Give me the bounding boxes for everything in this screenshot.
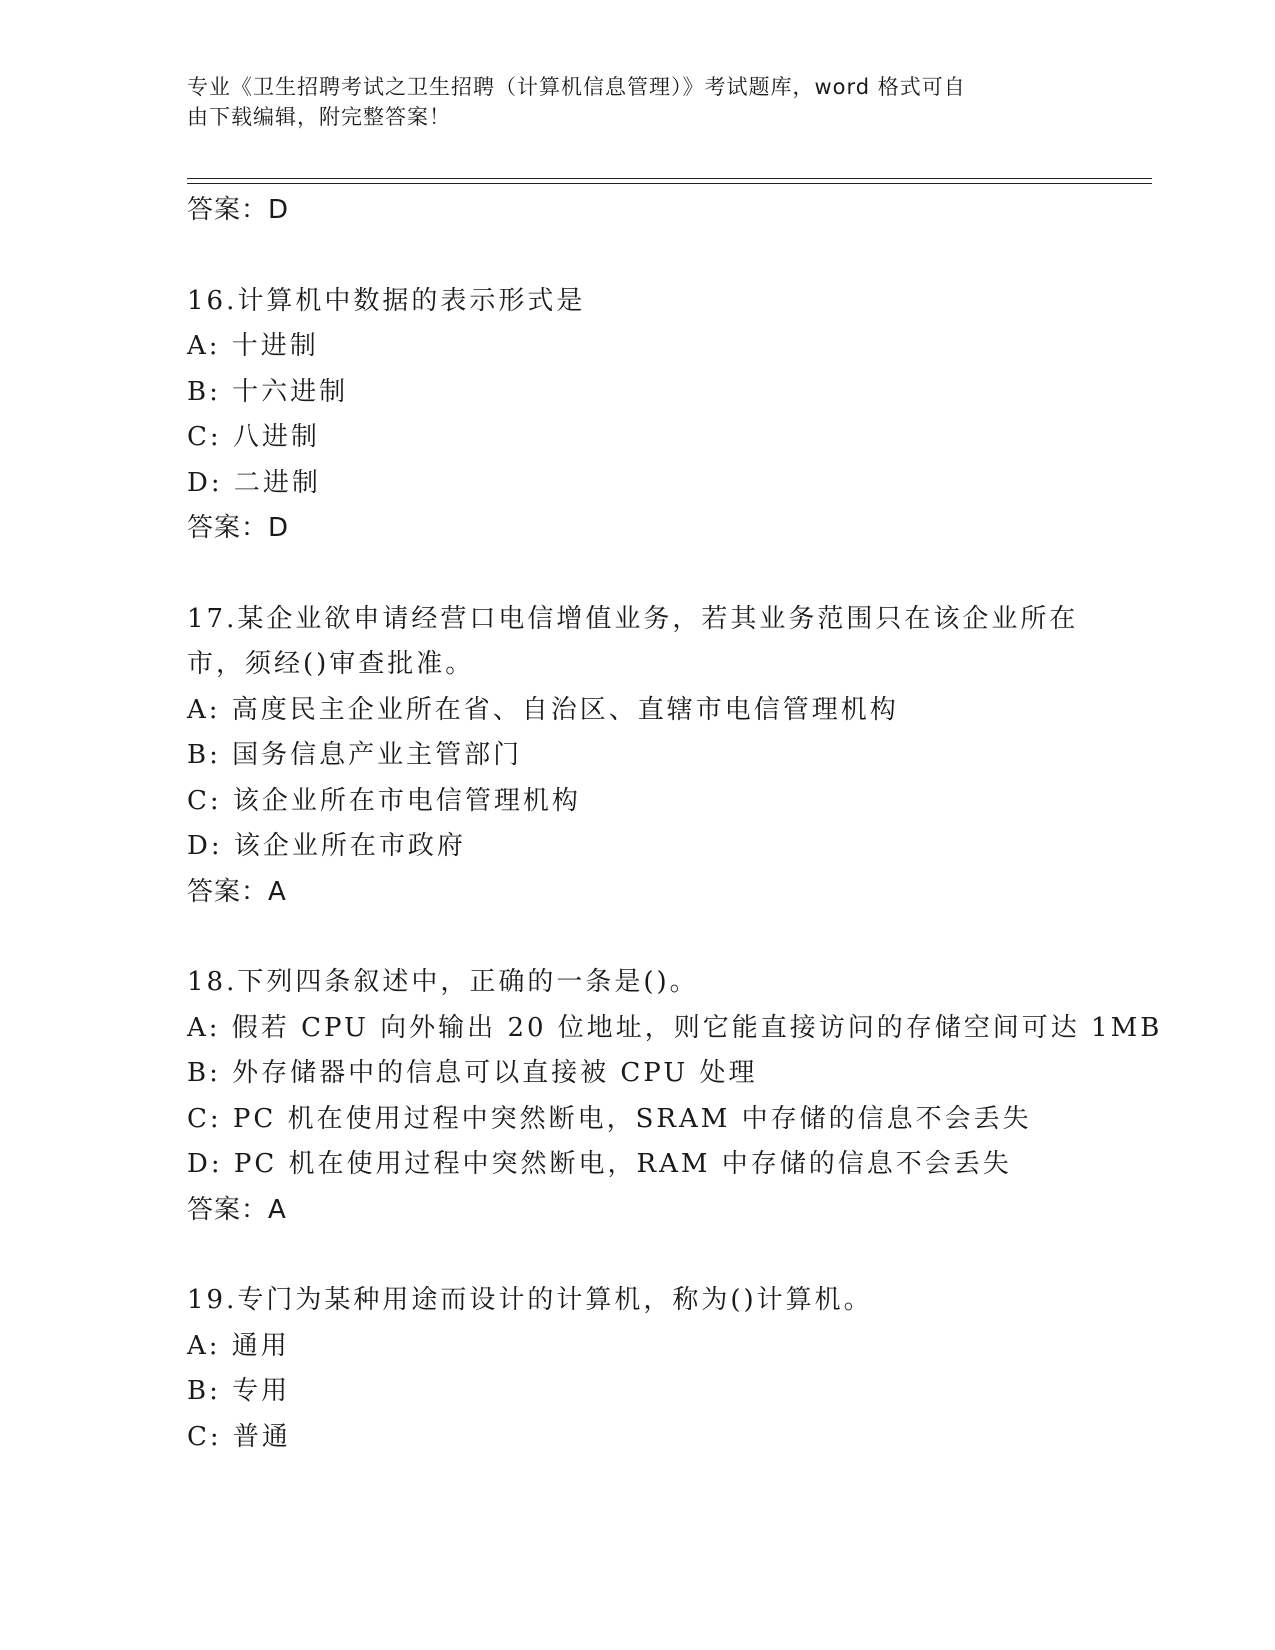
option-d: D: PC 机在使用过程中突然断电，RAM 中存储的信息不会丢失 — [187, 1149, 1012, 1179]
option-c: C: 普通 — [187, 1421, 291, 1452]
option-b: B: 专用 — [187, 1376, 291, 1406]
question-list — [187, 188, 1163, 1460]
question-stem: 17.某企业欲申请经营口电信增值业务，若其业务范围只在该企业所在 — [187, 603, 1079, 634]
header-rule-bottom — [187, 183, 1152, 184]
question-stem-continued: 市，须经()审查批准。 — [187, 649, 475, 679]
option-d: D: 二进制 — [187, 467, 321, 498]
question-16 — [187, 279, 1147, 552]
spacer — [187, 234, 1147, 279]
spacer — [187, 1233, 1147, 1278]
question-stem: 19.专门为某种用途而设计的计算机，称为()计算机。 — [187, 1285, 873, 1315]
option-a: A: 十进制 — [187, 331, 319, 361]
document-header — [187, 72, 1087, 132]
answer-line: 答案：D — [187, 195, 290, 225]
option-b: B: 国务信息产业主管部门 — [187, 740, 523, 770]
option-a: A: 假若 CPU 向外输出 20 位地址，则它能直接访问的存储空间可达 1MB — [187, 1012, 1163, 1043]
question-19 — [187, 1278, 1147, 1460]
option-c: C: PC 机在使用过程中突然断电，SRAM 中存储的信息不会丢失 — [187, 1103, 1032, 1134]
answer-line: 答案：A — [187, 876, 287, 907]
spacer — [187, 915, 1147, 960]
option-a: A: 高度民主企业所在省、自治区、直辖市电信管理机构 — [187, 694, 899, 725]
option-c: C: 该企业所在市电信管理机构 — [187, 785, 581, 816]
option-a: A: 通用 — [187, 1330, 290, 1361]
question-stem: 18.下列四条叙述中，正确的一条是()。 — [187, 967, 699, 997]
option-b: B: 外存储器中的信息可以直接被 CPU 处理 — [187, 1058, 758, 1088]
option-b: B: 十六进制 — [187, 376, 349, 407]
question-18 — [187, 960, 1163, 1233]
header-line-2: 由下载编辑，附完整答案！ — [187, 105, 451, 129]
answer-line: 答案：A — [187, 1194, 287, 1225]
header-line-1: 专业《卫生招聘考试之卫生招聘（计算机信息管理）》考试题库，word 格式可自 — [187, 75, 966, 99]
option-d: D: 该企业所在市政府 — [187, 831, 466, 861]
answer-line: 答案：D — [187, 513, 290, 543]
question-17 — [187, 597, 1147, 916]
header-rule-top — [187, 178, 1152, 179]
option-c: C: 八进制 — [187, 422, 320, 452]
question-stem: 16.计算机中数据的表示形式是 — [187, 285, 586, 316]
spacer — [187, 552, 1147, 597]
